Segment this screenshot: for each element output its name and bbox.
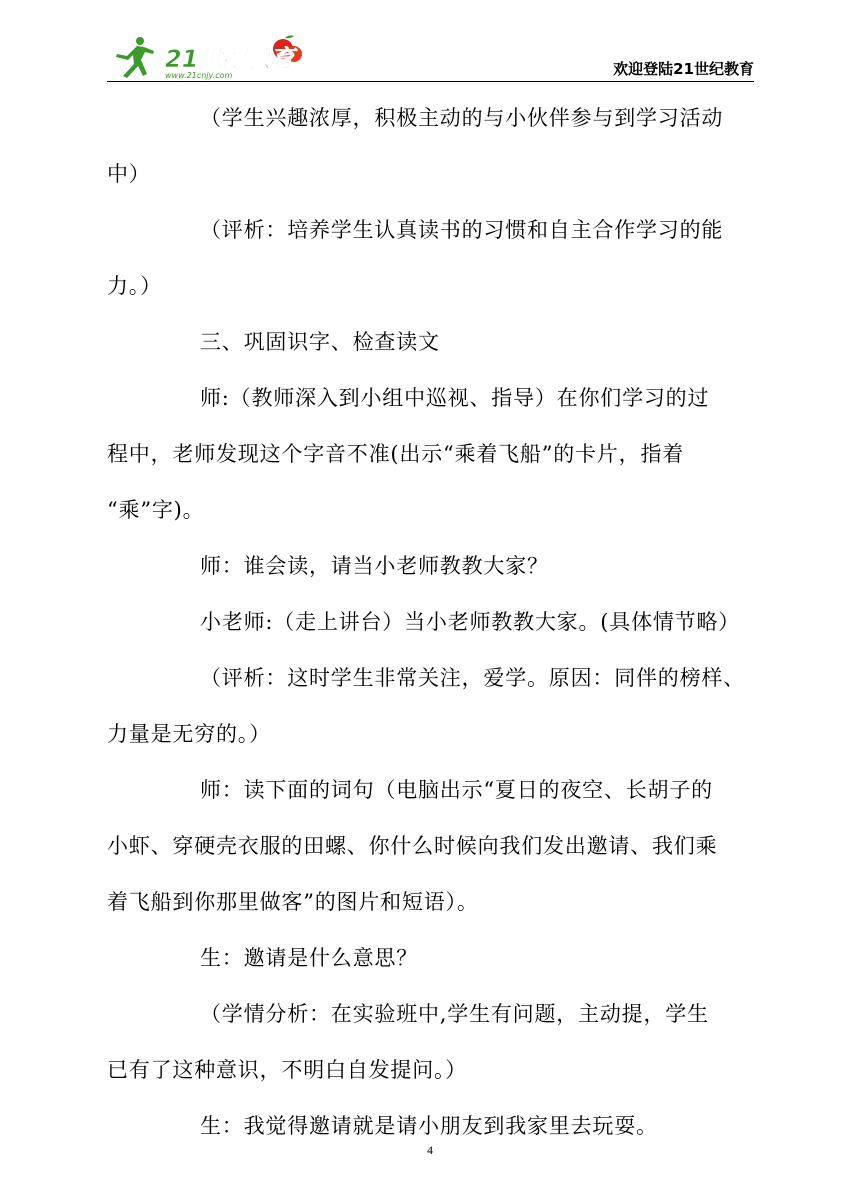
text-line: 力。） [107, 274, 162, 298]
text-line: 师：谁会读，请当小老师教教大家？ [200, 554, 549, 578]
text-line: 小虾、穿硬壳衣服的田螺、你什么时候向我们发出邀请、我们乘 [107, 834, 718, 858]
text-line: 中） [107, 162, 151, 186]
text-line: 着飞船到你那里做客”的图片和短语）。 [107, 890, 479, 914]
text-line: 力量是无穷的。） [107, 722, 271, 746]
text-line: 生：邀请是什么意思？ [200, 946, 418, 970]
welcome-text: 欢迎登陆21世纪教育 [613, 60, 754, 78]
runner-icon [116, 37, 154, 78]
page-header [107, 28, 754, 86]
logo-url: www.21cnjy.com [165, 71, 233, 80]
page-number: 4 [427, 1143, 433, 1157]
text-line: （学生兴趣浓厚，积极主动的与小伙伴参与到学习活动 [200, 106, 724, 130]
logo-text: 21世纪教育 [165, 45, 295, 73]
text-line: “乘”字)。 [107, 498, 205, 522]
header-rule [107, 81, 754, 82]
text-line: 已有了这种意识，不明白自发提问。） [107, 1058, 468, 1082]
text-line: 生：我觉得邀请就是请小朋友到我家里去玩耍。 [200, 1114, 658, 1138]
text-line: （评析：培养学生认真读书的习惯和自主合作学习的能 [200, 218, 724, 242]
site-logo [107, 32, 307, 82]
text-line: 程中，老师发现这个字音不准(出示“乘着飞船”的卡片，指着 [107, 442, 685, 466]
text-line: （学情分析：在实验班中,学生有问题，主动提，学生 [200, 1002, 709, 1026]
text-line: 师:（教师深入到小组中巡视、指导）在你们学习的过 [200, 386, 710, 410]
text-line: 师：读下面的词句（电脑出示“夏日的夜空、长胡子的 [200, 778, 713, 802]
text-line: 三、巩固识字、检查读文 [200, 330, 440, 354]
text-line: （评析：这时学生非常关注，爱学。原因：同伴的榜样、 [200, 666, 745, 690]
text-line: 小老师:（走上讲台）当小老师教教大家。(具体情节略） [200, 610, 741, 634]
document-body [107, 105, 757, 1169]
